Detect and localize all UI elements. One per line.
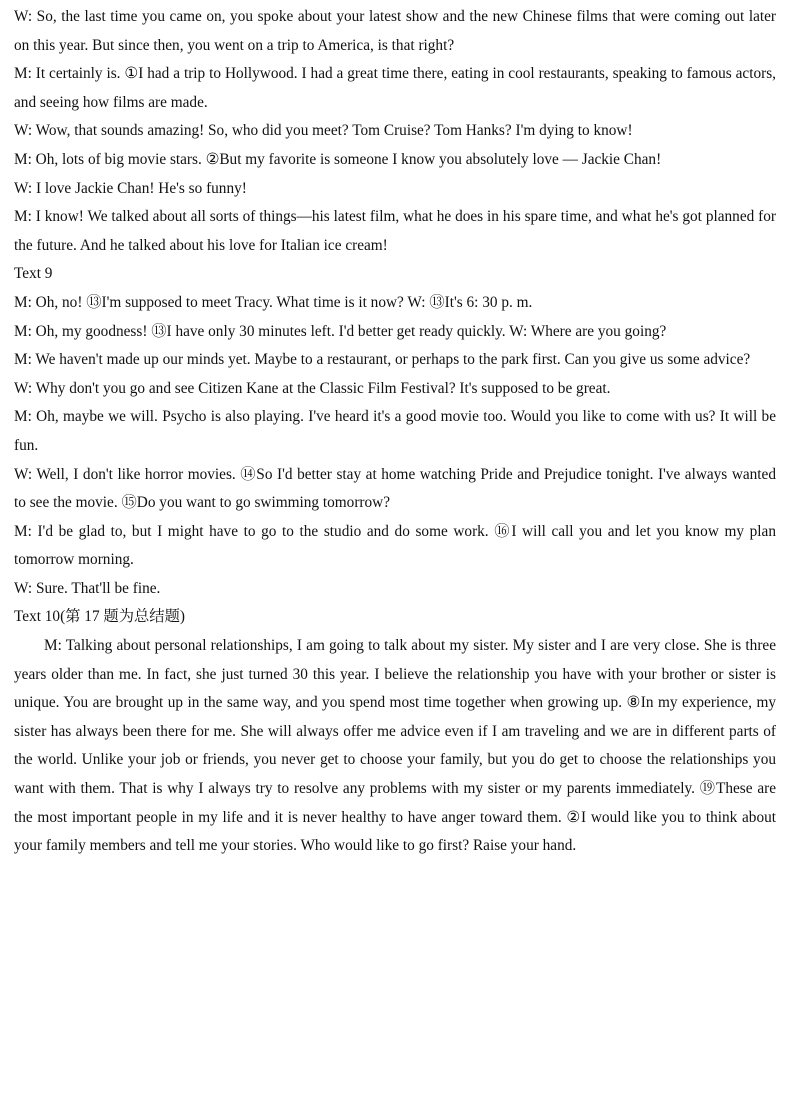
heading-text-9: Text 9 bbox=[14, 265, 53, 283]
paragraph-w-fine: W: Sure. That'll be fine. bbox=[14, 579, 161, 597]
paragraph-m-studio: M: I'd be glad to, but I might have to go to the studio and do some work. ⑯I will call you and let you know my plan tomorrow morning. bbox=[14, 522, 776, 569]
paragraph-m-advice: M: We haven't made up our minds yet. Maybe to a restaurant, or perhaps to the park first. Can you give us some advice? bbox=[14, 351, 751, 369]
paragraph-m-psycho: M: Oh, maybe we will. Psycho is also playing. I've heard it's a good movie too. Would you like to come with us? It will be fun. bbox=[14, 408, 776, 454]
heading-text-10: Text 10(第 17 题为总结题) bbox=[14, 608, 185, 626]
paragraph-m-meet-tracy: M: Oh, no! ⑬I'm supposed to meet Tracy. What time is it now? W: ⑬It's 6: 30 p. m. bbox=[14, 293, 533, 311]
paragraph-m-goodness: M: Oh, my goodness! ⑬I have only 30 minutes left. I'd better get ready quickly. W: Where are you going? bbox=[14, 322, 667, 340]
paragraph-m-sister: M: Talking about personal relationships, I am going to talk about my sister. My sister and I are very close. She is three years older than me. In fact, she just turned 30 this year. I believe the relationship you have with your brother or sister is unique. You are brought up in the same way, and you spend most time together when growing up. ⑧In my experience, my sister has always been there for me. She will always offer me advice even if I am traveling and we are in different parts of the world. Unlike your job or friends, you never get to choose your family, but you do get to choose the relationships you want with them. That is why I always try to resolve any problems with my sister or my parents immediately. ⑲These are the most important people in my life and it is never healthy to have anger toward them. ②I would like you to think about your family members and tell me your stories. Who would like to go first? Raise your hand. bbox=[14, 637, 776, 855]
paragraph-w-who-did-you-meet: W: Wow, that sounds amazing! So, who did you meet? Tom Cruise? Tom Hanks? I'm dying to know! bbox=[14, 122, 633, 140]
paragraph-m-ice-cream: M: I know! We talked about all sorts of things—his latest film, what he does in his spare time, and what he's got planned for the future. And he talked about his love for Italian ice cream! bbox=[14, 208, 776, 254]
paragraph-w-citizen-kane: W: Why don't you go and see Citizen Kane at the Classic Film Festival? It's supposed to be great. bbox=[14, 379, 611, 397]
paragraph-w-love-jackie: W: I love Jackie Chan! He's so funny! bbox=[14, 179, 247, 197]
paragraph-m-jackie-chan: M: Oh, lots of big movie stars. ②But my favorite is someone I know you absolutely love — Jackie Chan! bbox=[14, 150, 662, 168]
paragraph-w-horror-movies: W: Well, I don't like horror movies. ⑭So I'd better stay at home watching Pride and Prejudice tonight. I've always wanted to see the movie. ⑮Do you want to go swimming tomorrow? bbox=[14, 465, 776, 512]
paragraph-w-last-time: W: So, the last time you came on, you spoke about your latest show and the new Chinese films that were coming out later on this year. But since then, you went on a trip to America, is that right? bbox=[14, 8, 776, 54]
paragraph-m-hollywood: M: It certainly is. ①I had a trip to Hollywood. I had a great time there, eating in cool restaurants, speaking to famous actors, and seeing how films are made. bbox=[14, 65, 776, 111]
